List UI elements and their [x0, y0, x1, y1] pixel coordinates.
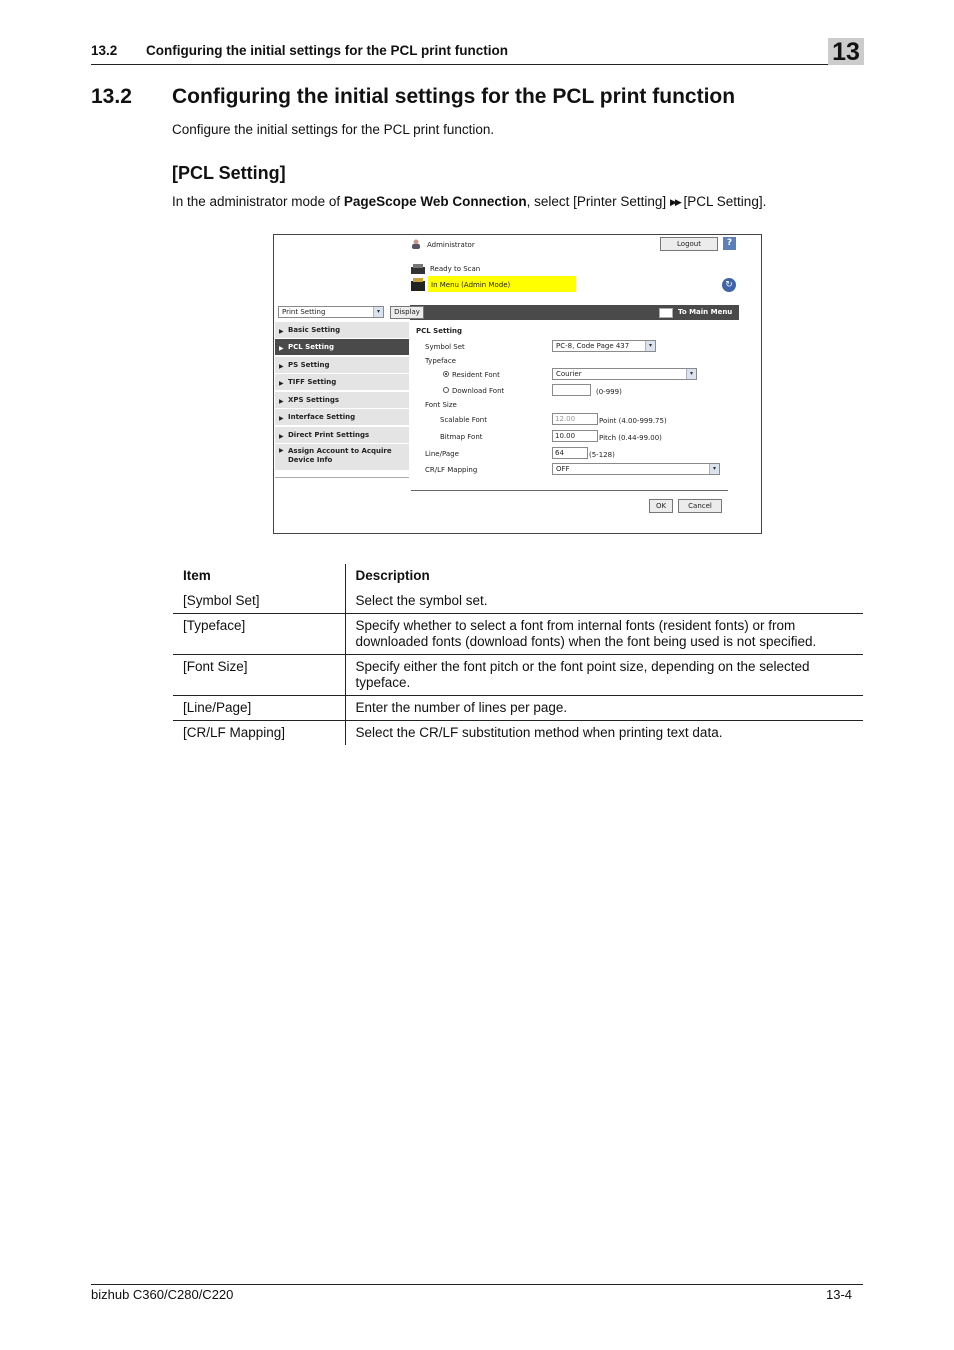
nav-label: Basic Setting	[288, 326, 341, 334]
typeface-label: Typeface	[425, 357, 456, 365]
header-description: Description	[355, 568, 430, 583]
instruction-text	[172, 194, 766, 209]
instruction-pre: In the administrator mode of	[172, 194, 344, 209]
scalable-font-label: Scalable Font	[440, 416, 487, 424]
nav-label: Assign Account to Acquire Device Info	[288, 447, 392, 464]
triangle-icon: ▶	[279, 328, 284, 335]
triangle-icon: ▶	[279, 363, 284, 370]
row-description: Specify whether to select a font from internal fonts (resident fonts) or from downloaded fonts (download fonts) when the font being used is not specified.	[355, 618, 817, 649]
status-menu: In Menu (Admin Mode)	[431, 281, 511, 289]
menu-select-value: Print Setting	[282, 308, 326, 316]
bitmap-font-input[interactable]: 10.00	[552, 430, 598, 442]
chevron-down-icon: ▾	[709, 464, 719, 474]
download-font-input[interactable]	[552, 384, 591, 396]
table-row	[173, 589, 863, 614]
logout-button[interactable]: Logout	[660, 237, 718, 251]
resident-font-label: Resident Font	[452, 371, 500, 379]
header-rule	[91, 64, 863, 65]
nav-label: Interface Setting	[288, 413, 356, 421]
cancel-button[interactable]: Cancel	[678, 499, 722, 513]
description-table	[173, 564, 863, 745]
table-header-row	[173, 564, 863, 589]
footer-model: bizhub C360/C280/C220	[91, 1287, 234, 1302]
menu-list-icon	[659, 308, 673, 318]
section-number: 13.2	[91, 85, 132, 108]
nav-pcl-setting[interactable]	[275, 339, 409, 356]
panel-title: PCL Setting	[416, 327, 463, 335]
download-font-range: (0-999)	[596, 388, 622, 396]
nav-basic-setting[interactable]	[275, 322, 409, 339]
row-description: Enter the number of lines per page.	[355, 700, 568, 715]
row-description: Select the CR/LF substitution method when printing text data.	[355, 725, 723, 740]
triangle-icon: ▶	[279, 345, 284, 352]
row-item: [CR/LF Mapping]	[173, 721, 345, 746]
footer-rule	[91, 1284, 863, 1285]
footer-page-number: 13-4	[826, 1287, 853, 1302]
status-ready: Ready to Scan	[430, 265, 481, 273]
chapter-number-badge: 13	[828, 38, 864, 65]
row-description: Specify either the font pitch or the font point size, depending on the selected typeface.	[355, 659, 810, 690]
chevron-down-icon: ▾	[686, 369, 696, 379]
web-connection-screenshot	[273, 234, 762, 534]
display-button[interactable]: Display	[390, 306, 424, 319]
nav-assign-account[interactable]	[275, 444, 409, 471]
nav-tiff-setting[interactable]	[275, 374, 409, 391]
section-title: Configuring the initial settings for the PCL print function	[172, 85, 736, 108]
resident-font-value: Courier	[556, 370, 582, 378]
nav-label: TIFF Setting	[288, 378, 337, 386]
font-size-label: Font Size	[425, 401, 457, 409]
nav-label: Direct Print Settings	[288, 431, 370, 439]
triangle-icon: ▶	[279, 398, 284, 405]
subsection-title: [PCL Setting]	[172, 163, 286, 183]
row-item: [Typeface]	[173, 614, 345, 655]
refresh-icon[interactable]: ↻	[722, 278, 736, 292]
header-section-title: Configuring the initial settings for the PCL print function	[146, 43, 508, 58]
symbol-set-select[interactable]	[552, 340, 656, 352]
nav-direct-print-settings[interactable]	[275, 427, 409, 444]
resident-font-select[interactable]	[552, 368, 697, 380]
download-font-label: Download Font	[452, 387, 505, 395]
triangle-icon: ▶	[279, 433, 284, 440]
table-row	[173, 696, 863, 721]
crlf-value: OFF	[556, 465, 570, 473]
form-bottom-rule	[411, 490, 728, 491]
triangle-icon: ▶	[279, 415, 284, 422]
nav-label: PCL Setting	[288, 343, 335, 351]
chevron-down-icon: ▾	[645, 341, 655, 351]
line-page-input[interactable]: 64	[552, 447, 588, 459]
crlf-label: CR/LF Mapping	[425, 466, 478, 474]
row-description: Select the symbol set.	[355, 593, 488, 608]
row-item: [Font Size]	[173, 655, 345, 696]
help-icon[interactable]: ?	[723, 237, 736, 250]
admin-label: Administrator	[427, 241, 475, 249]
table-row	[173, 614, 863, 655]
scalable-font-input[interactable]: 12.00	[552, 413, 598, 425]
header-section-number: 13.2	[91, 43, 118, 58]
scalable-font-unit: Point (4.00-999.75)	[599, 417, 667, 425]
nav-interface-setting[interactable]	[275, 409, 409, 426]
triangle-icon: ▶	[279, 380, 284, 387]
crlf-select[interactable]	[552, 463, 720, 475]
nav-xps-settings[interactable]	[275, 392, 409, 409]
row-item: [Line/Page]	[173, 696, 345, 721]
section-intro: Configure the initial settings for the PCL print function.	[172, 122, 495, 137]
to-main-menu-link[interactable]: To Main Menu	[678, 308, 733, 316]
download-font-radio[interactable]	[443, 387, 449, 393]
nav-bottom-rule	[275, 477, 409, 478]
menu-select[interactable]	[278, 306, 384, 318]
symbol-set-value: PC-8, Code Page 437	[556, 342, 630, 350]
line-page-range: (5-128)	[589, 451, 615, 459]
table-row	[173, 721, 863, 746]
table-row	[173, 655, 863, 696]
line-page-label: Line/Page	[425, 450, 459, 458]
resident-font-radio[interactable]	[443, 371, 449, 377]
symbol-set-label: Symbol Set	[425, 343, 465, 351]
nav-ps-setting[interactable]	[275, 357, 409, 374]
machine-icon	[410, 278, 426, 292]
nav-label: XPS Settings	[288, 396, 340, 404]
triangle-icon: ▶	[279, 447, 284, 454]
instruction-mid: , select [Printer Setting]	[526, 194, 670, 209]
chevron-down-icon: ▾	[373, 307, 383, 317]
header-item: Item	[173, 564, 345, 589]
ok-button[interactable]: OK	[649, 499, 673, 513]
instruction-bold: PageScope Web Connection	[343, 194, 527, 209]
printer-icon	[410, 263, 426, 275]
row-item: [Symbol Set]	[173, 589, 345, 614]
bitmap-font-label: Bitmap Font	[440, 433, 483, 441]
double-arrow-icon: ▶▶	[669, 197, 680, 207]
nav-label: PS Setting	[288, 361, 330, 369]
admin-icon	[410, 239, 422, 249]
instruction-post: [PCL Setting].	[679, 194, 767, 209]
bitmap-font-unit: Pitch (0.44-99.00)	[599, 434, 662, 442]
